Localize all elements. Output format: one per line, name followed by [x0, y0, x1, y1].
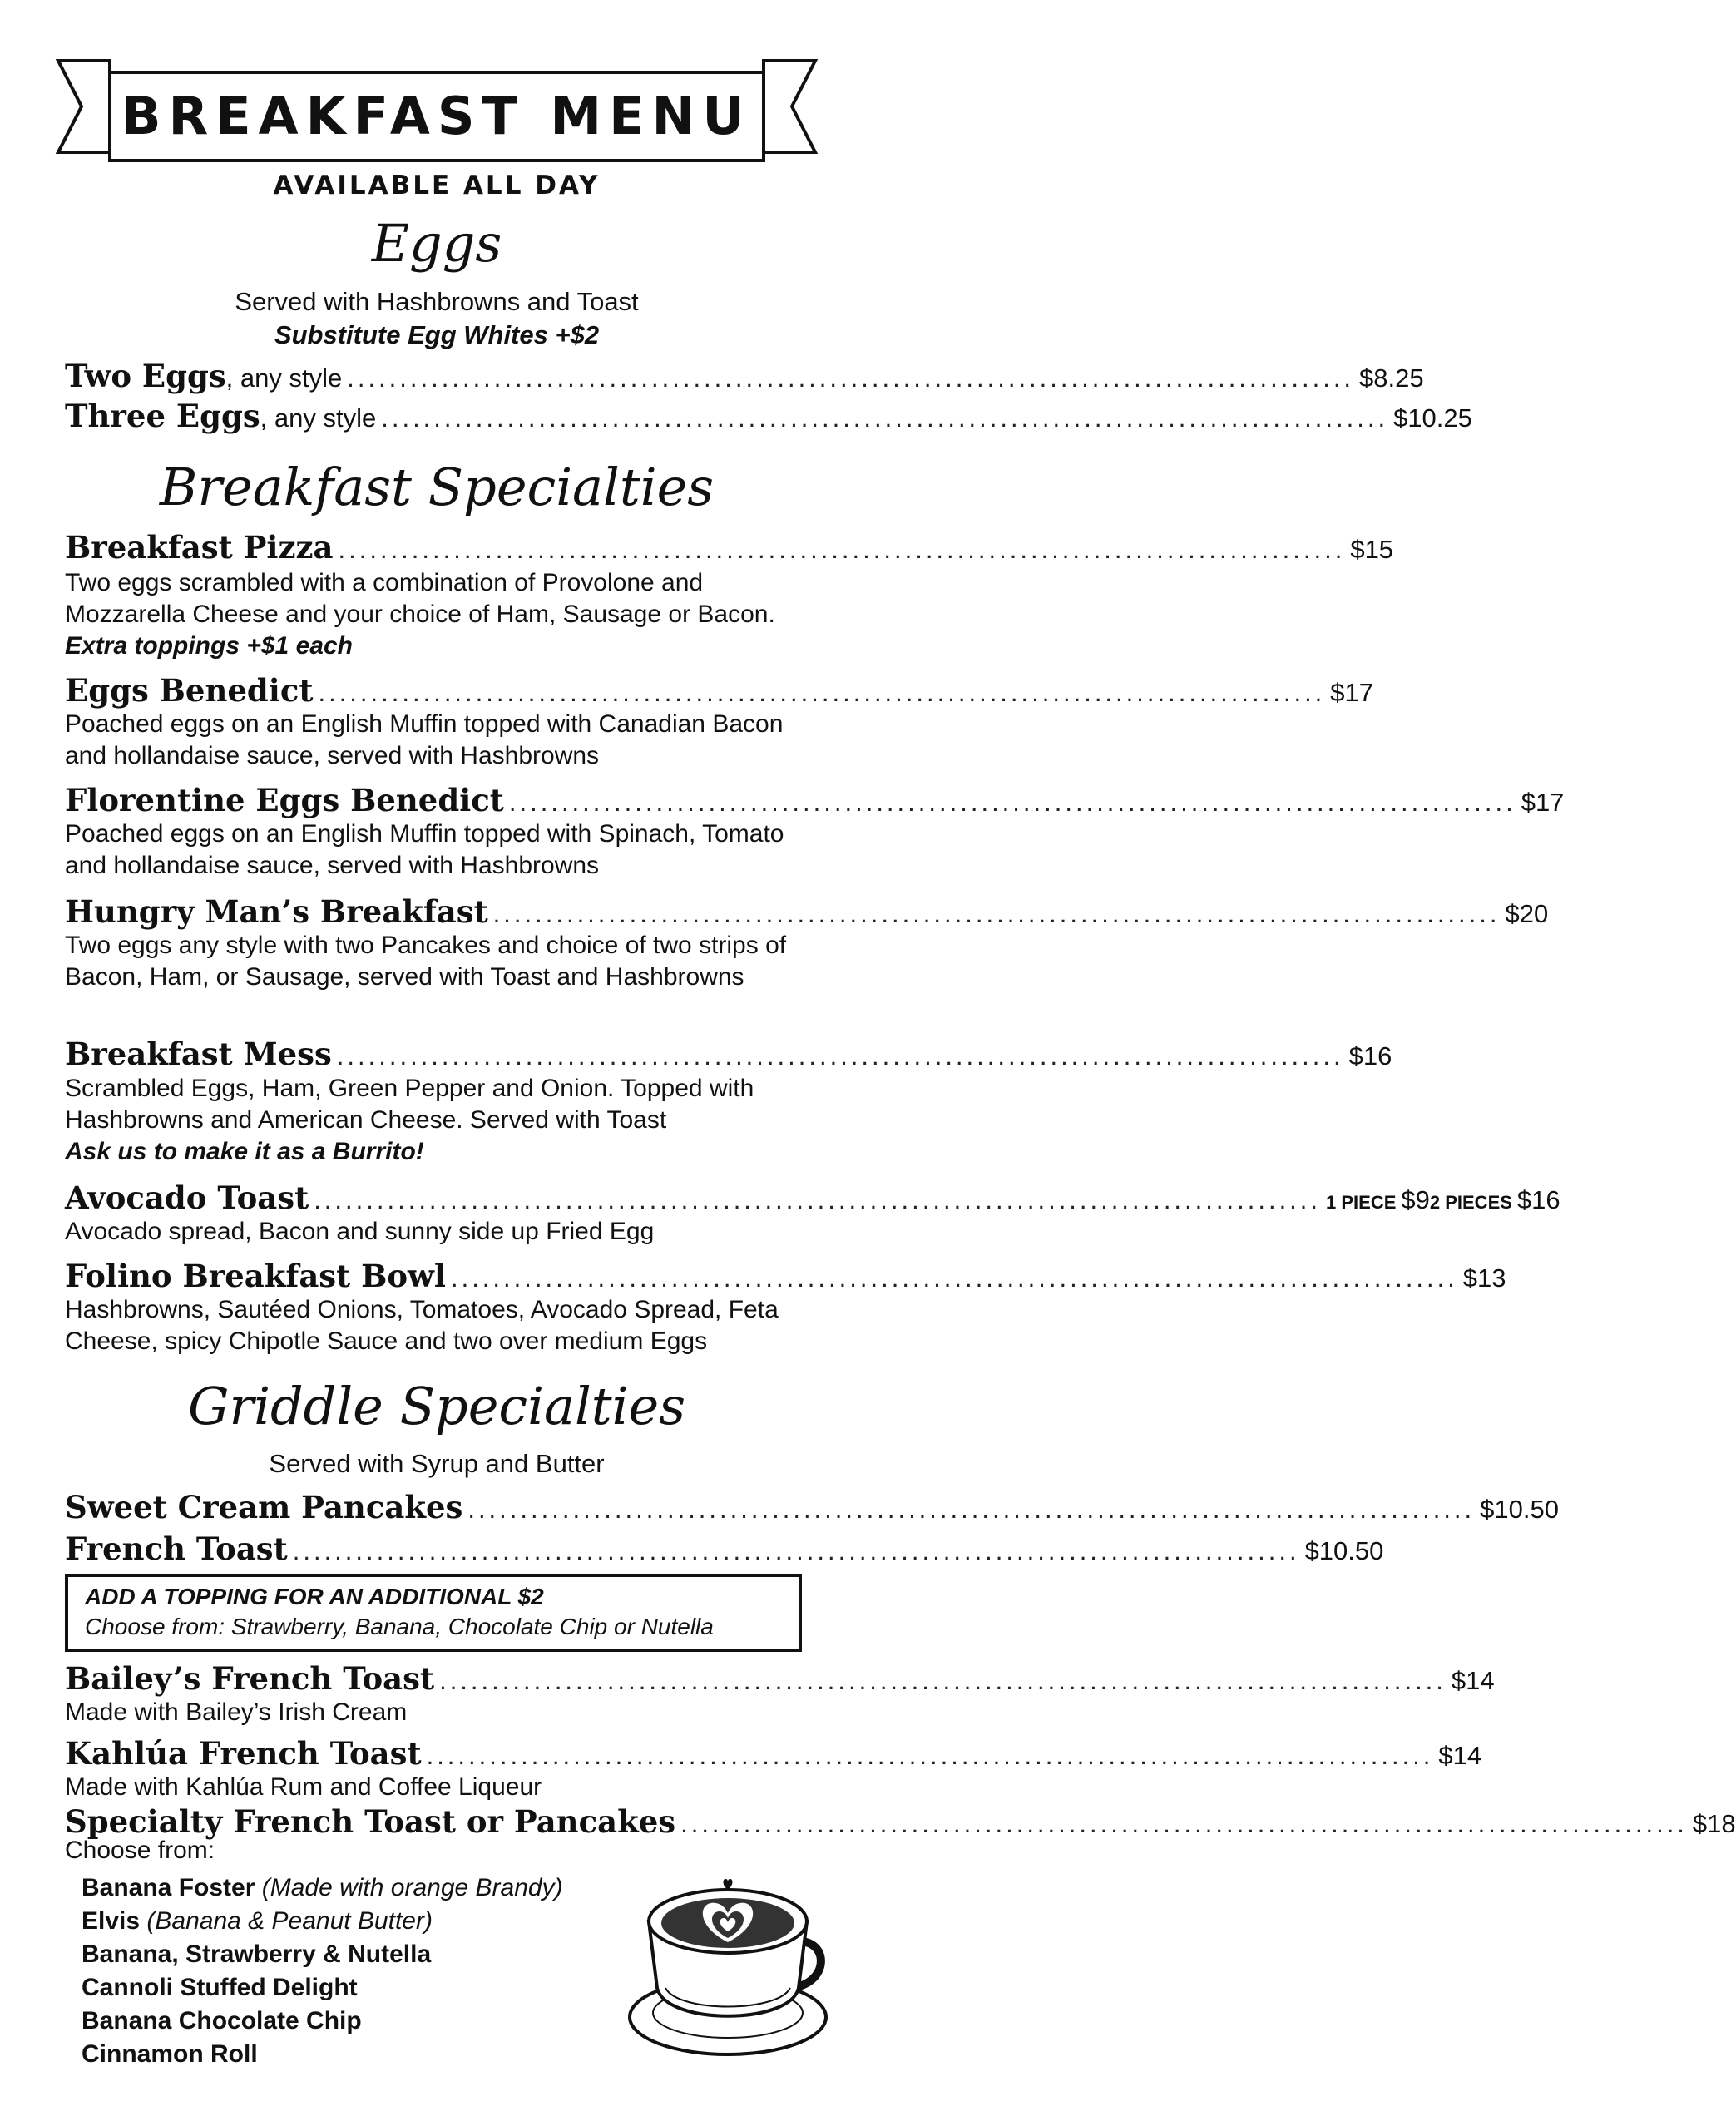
menu-item-baileys-french-toast — [65, 1660, 1495, 1697]
eggs-note: Served with Hashbrowns and Toast — [235, 287, 639, 316]
menu-item-breakfast-mess — [65, 1036, 1392, 1072]
item-name: Sweet Cream Pancakes — [65, 1489, 463, 1525]
item-description: Avocado spread, Bacon and sunny side up Fried Egg — [65, 1218, 655, 1245]
dot-leader: ................................................................................................ — [347, 363, 1355, 393]
item-price: $10.50 — [1304, 1536, 1384, 1565]
list-item: Banana, Strawberry & Nutella — [82, 1941, 432, 1968]
choice-name: Elvis — [82, 1907, 141, 1935]
topping-box-text: Choose from: Strawberry, Banana, Chocolate Chip or Nutella — [85, 1614, 714, 1639]
choice-note: (Banana & Peanut Butter) — [146, 1907, 433, 1935]
item-price-1-piece: $9 — [1401, 1185, 1430, 1214]
coffee-cup-latte-art-heart-icon — [620, 1863, 836, 2071]
list-item: Cannoli Stuffed Delight — [82, 1974, 358, 2001]
item-name: Two Eggs — [65, 358, 226, 394]
item-name: Folino Breakfast Bowl — [65, 1258, 446, 1294]
item-name: Breakfast Pizza — [65, 529, 334, 566]
dot-leader: ................................................................................................ — [467, 1495, 1476, 1524]
menu-item-eggs-benedict — [65, 672, 1374, 709]
menu-item-avocado-toast — [65, 1179, 1560, 1216]
item-name: Breakfast Mess — [65, 1036, 332, 1072]
item-description: Poached eggs on an English Muffin topped with Canadian Bacon and hollandaise sauce, served with Hashbrowns — [65, 710, 784, 769]
item-name: Kahlúa French Toast — [65, 1735, 422, 1772]
menu-item-kahlua-french-toast — [65, 1735, 1482, 1772]
dot-leader: ................................................................................................ — [426, 1741, 1434, 1770]
item-price: $16 — [1348, 1041, 1392, 1070]
menu-item-three-eggs — [65, 398, 1472, 434]
item-qualifier: , any style — [225, 363, 343, 393]
section-heading-griddle-specialties: Griddle Specialties — [187, 1376, 686, 1436]
list-item: Cinnamon Roll — [82, 2040, 258, 2068]
item-description: Made with Bailey’s Irish Cream — [65, 1698, 408, 1726]
dot-leader: ................................................................................................ — [318, 678, 1326, 707]
menu-item-hungry-mans-breakfast — [65, 893, 1549, 930]
griddle-note: Served with Syrup and Butter — [269, 1449, 605, 1478]
dot-leader: ................................................................................................ — [338, 535, 1346, 564]
page-subtitle: AVAILABLE ALL DAY — [273, 171, 601, 200]
dot-leader: ................................................................................................ — [314, 1185, 1322, 1214]
item-price: $10.50 — [1480, 1495, 1559, 1524]
description-text: Scrambled Eggs, Ham, Green Pepper and Onion. Topped with Hashbrowns and American Cheese. Served with Toast — [65, 1075, 754, 1134]
item-price-2-pieces: $16 — [1516, 1185, 1560, 1214]
menu-item-breakfast-pizza — [65, 529, 1394, 566]
item-name: Avocado Toast — [65, 1179, 309, 1216]
section-heading-breakfast-specialties: Breakfast Specialties — [159, 457, 715, 517]
item-name: Bailey’s French Toast — [65, 1660, 435, 1697]
item-qualifier: , any style — [260, 403, 377, 433]
choose-from-label: Choose from: — [65, 1837, 215, 1864]
menu-item-specialty-french-toast-or-pancakes — [65, 1803, 1736, 1840]
menu-item-folino-breakfast-bowl — [65, 1258, 1506, 1294]
description-text: Two eggs scrambled with a combination of Provolone and Mozzarella Cheese and your choice of Ham, Sausage or Bacon. — [65, 569, 775, 628]
item-description: Made with Kahlúa Rum and Coffee Liqueur — [65, 1773, 542, 1801]
page-title: BREAKFAST MENU — [121, 86, 752, 146]
list-item: Banana Chocolate Chip — [82, 2007, 362, 2034]
dot-leader: ................................................................................................ — [292, 1536, 1300, 1565]
item-description: Hashbrowns, Sautéed Onions, Tomatoes, Avocado Spread, Feta Cheese, spicy Chipotle Sauce and two over medium Eggs — [65, 1296, 779, 1355]
item-description — [65, 1073, 805, 1168]
dot-leader: ................................................................................................ — [439, 1666, 1447, 1695]
item-description: Two eggs any style with two Pancakes and choice of two strips of Bacon, Ham, or Sausage, served with Toast and Hashbrowns — [65, 932, 787, 991]
item-price: $15 — [1350, 535, 1394, 564]
dot-leader: ................................................................................................ — [336, 1041, 1344, 1070]
item-price: $14 — [1438, 1741, 1482, 1770]
item-name: Florentine Eggs Benedict — [65, 782, 504, 818]
size-tag-1-piece: 1 PIECE — [1326, 1192, 1397, 1213]
dot-leader: ................................................................................................ — [492, 899, 1501, 928]
dot-leader: ................................................................................................ — [680, 1809, 1688, 1838]
item-price: $13 — [1462, 1263, 1506, 1293]
description-extra: Extra toppings +$1 each — [65, 632, 353, 660]
item-price: $18 — [1692, 1809, 1736, 1838]
menu-item-french-toast — [65, 1530, 1384, 1567]
dot-leader: ................................................................................................ — [450, 1263, 1458, 1293]
dot-leader: ................................................................................................ — [381, 403, 1389, 433]
description-extra: Ask us to make it as a Burrito! — [65, 1138, 424, 1165]
item-name: Eggs Benedict — [65, 672, 314, 709]
specialty-choices-list — [82, 1871, 614, 2071]
list-item — [82, 1905, 614, 1938]
menu-item-sweet-cream-pancakes — [65, 1489, 1559, 1525]
item-name: Three Eggs — [65, 398, 260, 434]
size-tag-2-pieces: 2 PIECES — [1429, 1192, 1512, 1213]
item-name: Specialty French Toast or Pancakes — [65, 1803, 676, 1840]
menu-item-two-eggs — [65, 358, 1424, 394]
item-description: Poached eggs on an English Muffin topped with Spinach, Tomato and hollandaise sauce, served with Hashbrowns — [65, 820, 784, 879]
menu-item-florentine-eggs-benedict — [65, 782, 1565, 818]
list-item — [82, 1871, 614, 1905]
title-banner — [58, 54, 815, 166]
item-name: Hungry Man’s Breakfast — [65, 893, 488, 930]
topping-box — [65, 1574, 802, 1652]
item-price: $8.25 — [1359, 363, 1424, 393]
section-heading-eggs: Eggs — [371, 213, 502, 274]
item-price: $20 — [1505, 899, 1549, 928]
item-name: French Toast — [65, 1530, 288, 1567]
item-price: $17 — [1521, 788, 1565, 817]
item-description — [65, 567, 805, 662]
eggs-substitute-note: Substitute Egg Whites +$2 — [274, 320, 600, 349]
item-price: $10.25 — [1393, 403, 1472, 433]
choice-note: (Made with orange Brandy) — [261, 1874, 563, 1901]
dot-leader: ................................................................................................ — [508, 788, 1516, 817]
item-price: $17 — [1330, 678, 1374, 707]
topping-box-heading: ADD A TOPPING FOR AN ADDITIONAL $2 — [85, 1584, 544, 1609]
choice-name: Banana Foster — [82, 1874, 255, 1901]
item-price: $14 — [1451, 1666, 1495, 1695]
